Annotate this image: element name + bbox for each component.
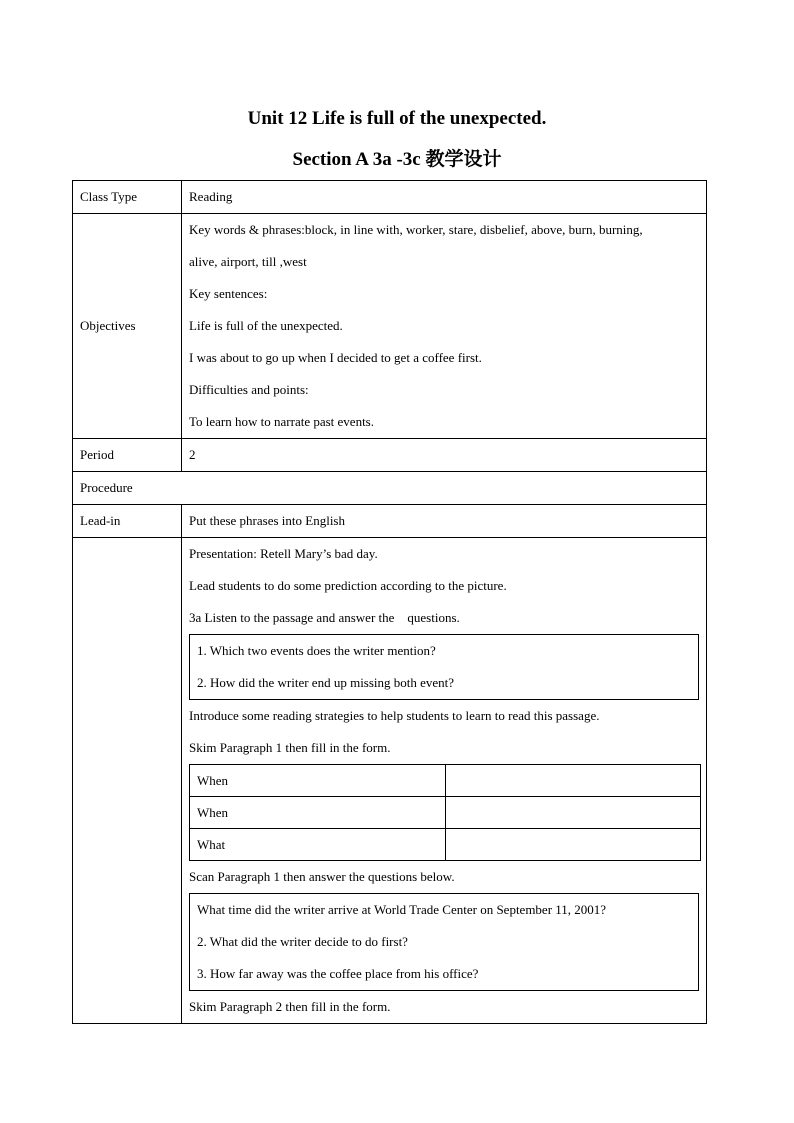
question-item: What time did the writer arrive at World Trade Center on September 11, 2001?: [197, 902, 607, 917]
scan-questions-box: [189, 893, 699, 991]
activities-label: [73, 538, 182, 1024]
objectives-line: Key sentences:: [189, 286, 268, 301]
period-value: 2: [182, 439, 707, 472]
question-item: 3. How far away was the coffee place from his office?: [197, 966, 479, 981]
objectives-line: To learn how to narrate past events.: [189, 414, 374, 429]
row-period: [73, 439, 707, 472]
class-type-label: Class Type: [73, 181, 182, 214]
row-objectives: [73, 214, 707, 439]
presentation-text: Presentation: Retell Mary’s bad day.: [189, 546, 378, 561]
listen-text: 3a Listen to the passage and answer the questions.: [189, 610, 460, 625]
document-title: Unit 12 Life is full of the unexpected.: [247, 108, 547, 129]
form-row: [190, 765, 701, 797]
row-class-type: [73, 181, 707, 214]
objectives-line: Key words & phrases:block, in line with, worker, stare, disbelief, above, burn, burning,: [189, 222, 643, 237]
question-item: 2. What did the writer decide to do first?: [197, 934, 408, 949]
form-row: [190, 797, 701, 829]
lesson-plan-table: [72, 180, 707, 1024]
form-blank: [445, 797, 701, 829]
objectives-line: Difficulties and points:: [189, 382, 309, 397]
document-subtitle: Section A 3a -3c 教学设计: [292, 149, 502, 170]
skim2-text: Skim Paragraph 2 then fill in the form.: [189, 999, 391, 1014]
form-label: When: [190, 797, 446, 829]
question-item: 2. How did the writer end up missing both event?: [197, 675, 455, 690]
objectives-line: Life is full of the unexpected.: [189, 318, 343, 333]
form-label: What: [190, 829, 446, 861]
form-label: When: [190, 765, 446, 797]
row-lead-in: [73, 505, 707, 538]
activities-content: [182, 538, 707, 1024]
form-blank: [445, 765, 701, 797]
period-label: Period: [73, 439, 182, 472]
listen-questions-box: [189, 634, 699, 700]
form-blank: [445, 829, 701, 861]
scan1-text: Scan Paragraph 1 then answer the questions below.: [189, 869, 455, 884]
objectives-content: [182, 214, 707, 439]
class-type-value: Reading: [182, 181, 707, 214]
prediction-text: Lead students to do some prediction according to the picture.: [189, 578, 507, 593]
question-item: 1. Which two events does the writer mention?: [197, 643, 436, 658]
row-procedure: [73, 472, 707, 505]
objectives-line: alive, airport, till ,west: [189, 254, 307, 269]
procedure-label: Procedure: [73, 472, 707, 505]
objectives-line: I was about to go up when I decided to get a coffee first.: [189, 350, 482, 365]
lead-in-value: Put these phrases into English: [182, 505, 707, 538]
lead-in-label: Lead-in: [73, 505, 182, 538]
paragraph1-form: [189, 764, 701, 861]
form-row: [190, 829, 701, 861]
strategies-text: Introduce some reading strategies to help students to learn to read this passage.: [189, 708, 600, 723]
skim1-text: Skim Paragraph 1 then fill in the form.: [189, 740, 391, 755]
row-activities: [73, 538, 707, 1024]
objectives-label: Objectives: [73, 214, 182, 439]
